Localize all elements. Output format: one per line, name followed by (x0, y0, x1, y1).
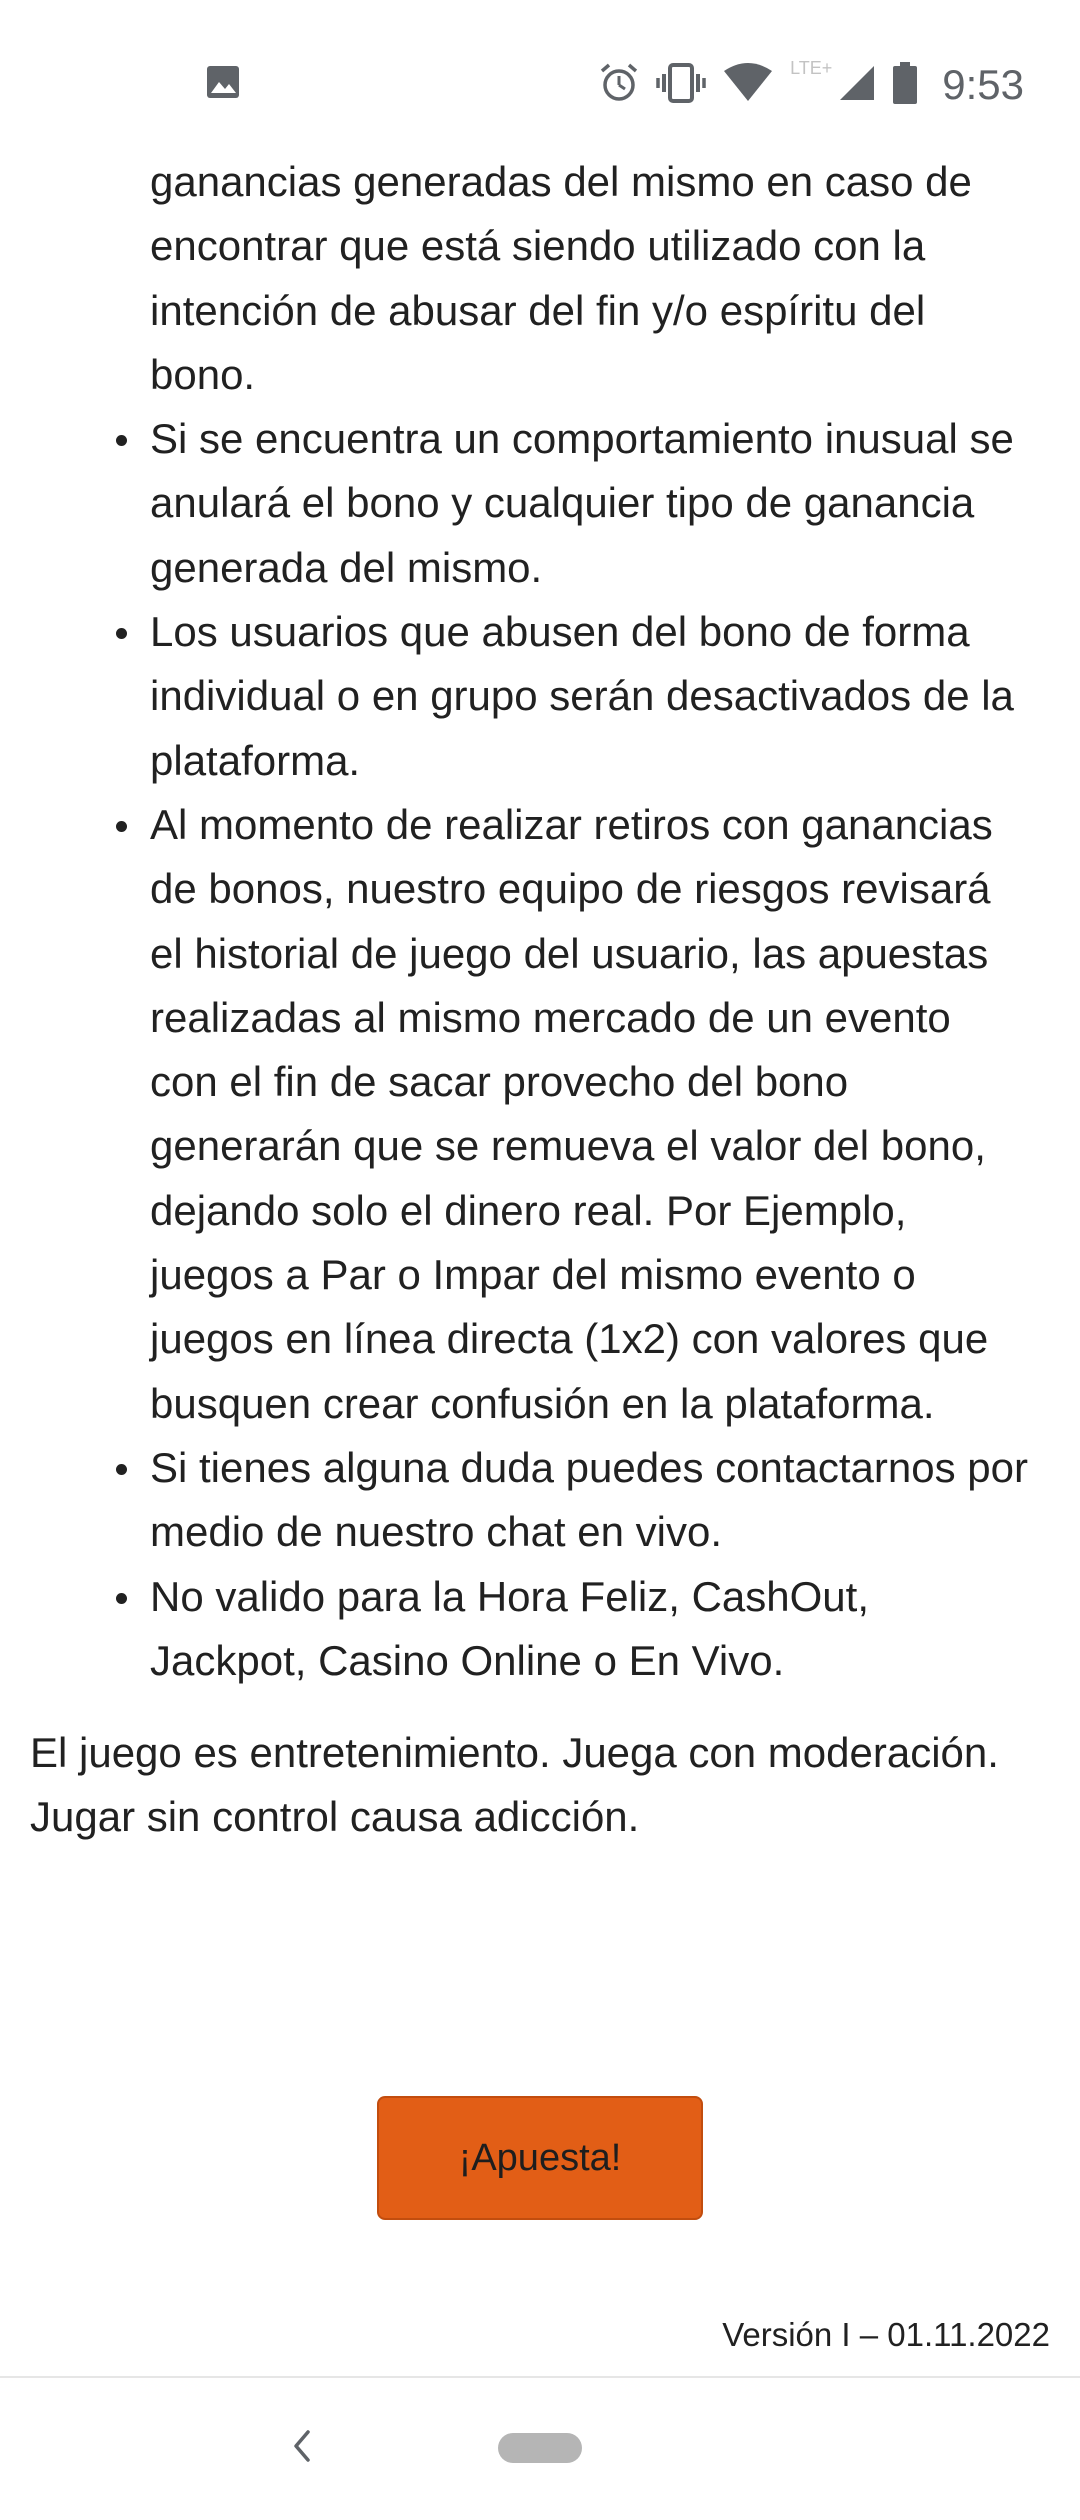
status-right-icons (598, 50, 1024, 120)
chevron-left-icon (290, 2428, 314, 2469)
battery-icon (892, 62, 918, 109)
terms-list-item: Si tienes alguna duda puedes contactarnos por medio de nuestro chat en vivo. (0, 1436, 1080, 1565)
bet-button[interactable]: ¡Apuesta! (377, 2096, 703, 2220)
terms-list-item: Si se encuentra un comportamiento inusual se anulará el bono y cualquier tipo de ganancia generada del mismo. (0, 407, 1080, 600)
back-button[interactable] (282, 2418, 322, 2478)
version-label: Versión I – 01.11.2022 (722, 2316, 1050, 2353)
status-left-icons (205, 64, 241, 105)
navigation-bar (0, 2378, 1080, 2520)
alarm-icon (598, 62, 640, 109)
status-bar (0, 0, 1080, 150)
terms-list-item: Los usuarios que abusen del bono de forma individual o en grupo serán desactivados de la plataforma. (0, 600, 1080, 793)
terms-content (0, 150, 1080, 1849)
vibrate-icon (656, 62, 706, 109)
wifi-icon (722, 63, 774, 108)
home-pill-button[interactable] (498, 2433, 582, 2463)
signal-icon (838, 64, 876, 107)
image-icon (205, 87, 241, 104)
network-type-label: LTE+ (790, 58, 833, 78)
status-time: 9:53 (942, 61, 1024, 108)
terms-list-item: No valido para la Hora Feliz, CashOut, Jackpot, Casino Online o En Vivo. (0, 1565, 1080, 1694)
terms-list (0, 150, 1080, 1693)
terms-list-item: Al momento de realizar retiros con ganancias de bonos, nuestro equipo de riesgos revisará el historial de juego del usuario, las apuestas realizadas al mismo mercado de un evento con el fin de sacar provecho del bono generarán que se remueva el valor del bono, dejando solo el dinero real. Por Ejemplo, juegos a Par o Impar del mismo evento o juegos en línea directa (1x2) con valores que busquen crear confusión en la plataforma. (0, 793, 1080, 1436)
responsible-gaming-disclaimer: El juego es entretenimiento. Juega con moderación. Jugar sin control causa adicción. (30, 1729, 999, 1841)
terms-list-item-continued: ganancias generadas del mismo en caso de encontrar que está siendo utilizado con la intención de abusar del fin y/o espíritu del bono. (150, 158, 972, 398)
